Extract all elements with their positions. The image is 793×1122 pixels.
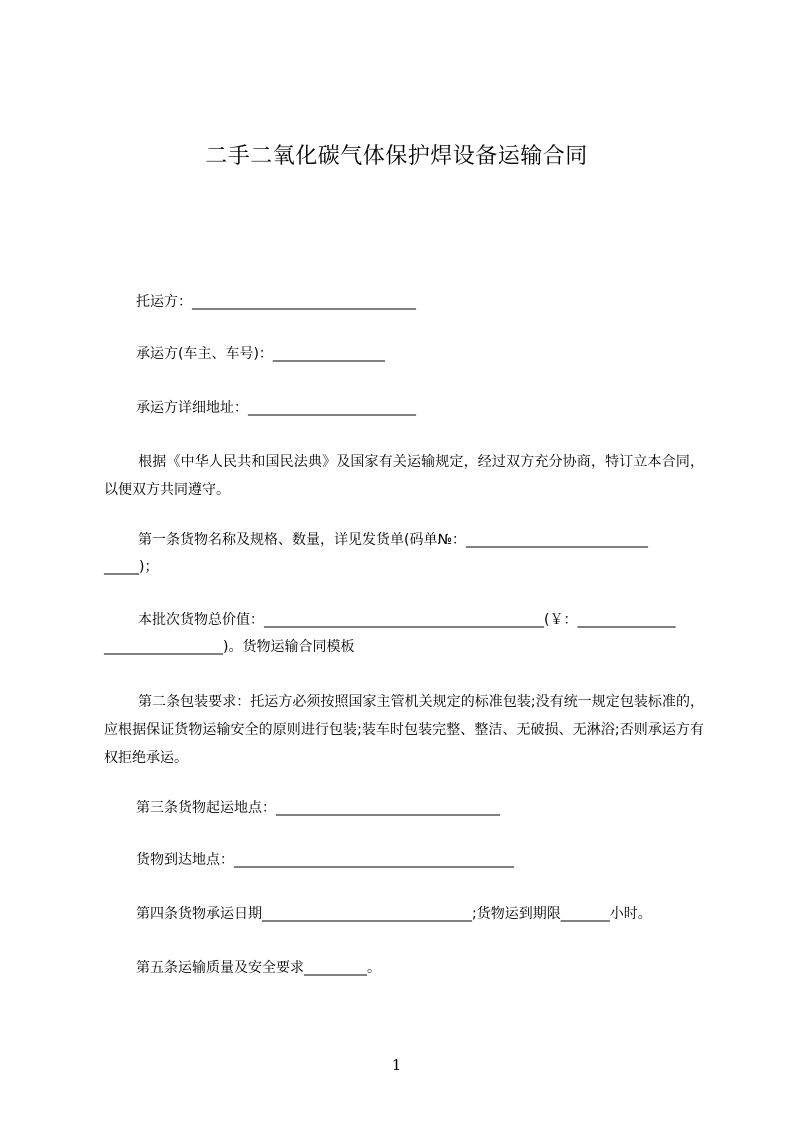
article-5-field: 第五条运输质量及安全要求_________。 [136, 960, 381, 976]
total-value-line-2: _________________)。货物运输合同模板 [104, 639, 355, 655]
article-2-paragraph [104, 688, 704, 772]
article-1-line-1: 第一条货物名称及规格、数量，详见发货单(码单№：__________________________ [138, 532, 649, 548]
article-2-text: 第二条包装要求：托运方必须按照国家主管机关规定的标准包装;没有统一规定包装标准的，应根据保证货物运输安全的原则进行包装;装车时包装完整、整洁、无破损、无淋浴;否则承运方有权拒绝承运。 [104, 694, 704, 766]
preamble-text: 根据《中华人民共和国民法典》及国家有关运输规定，经过双方充分协商，特订立本合同，以便双方共同遵守。 [104, 454, 704, 498]
carrier-field: 承运方(车主、车号)：________________ [136, 346, 385, 362]
article-3-field: 第三条货物起运地点：________________________________ [136, 800, 500, 816]
destination-field: 货物到达地点：________________________________________ [136, 852, 514, 868]
article-4-field: 第四条货物承运日期______________________________;货物运到期限_______小时。 [136, 906, 652, 922]
document-title: 二手二氧化碳气体保护焊设备运输合同 [205, 144, 588, 169]
shipper-field: 托运方：________________________________ [136, 294, 416, 310]
carrier-address-field: 承运方详细地址：________________________ [136, 400, 416, 416]
total-value-line-1: 本批次货物总价值：________________________________________(￥：______________ [138, 612, 676, 628]
page-number: 1 [391, 1056, 402, 1074]
article-1-line-2: _____)； [104, 559, 159, 575]
preamble-paragraph [104, 448, 704, 504]
